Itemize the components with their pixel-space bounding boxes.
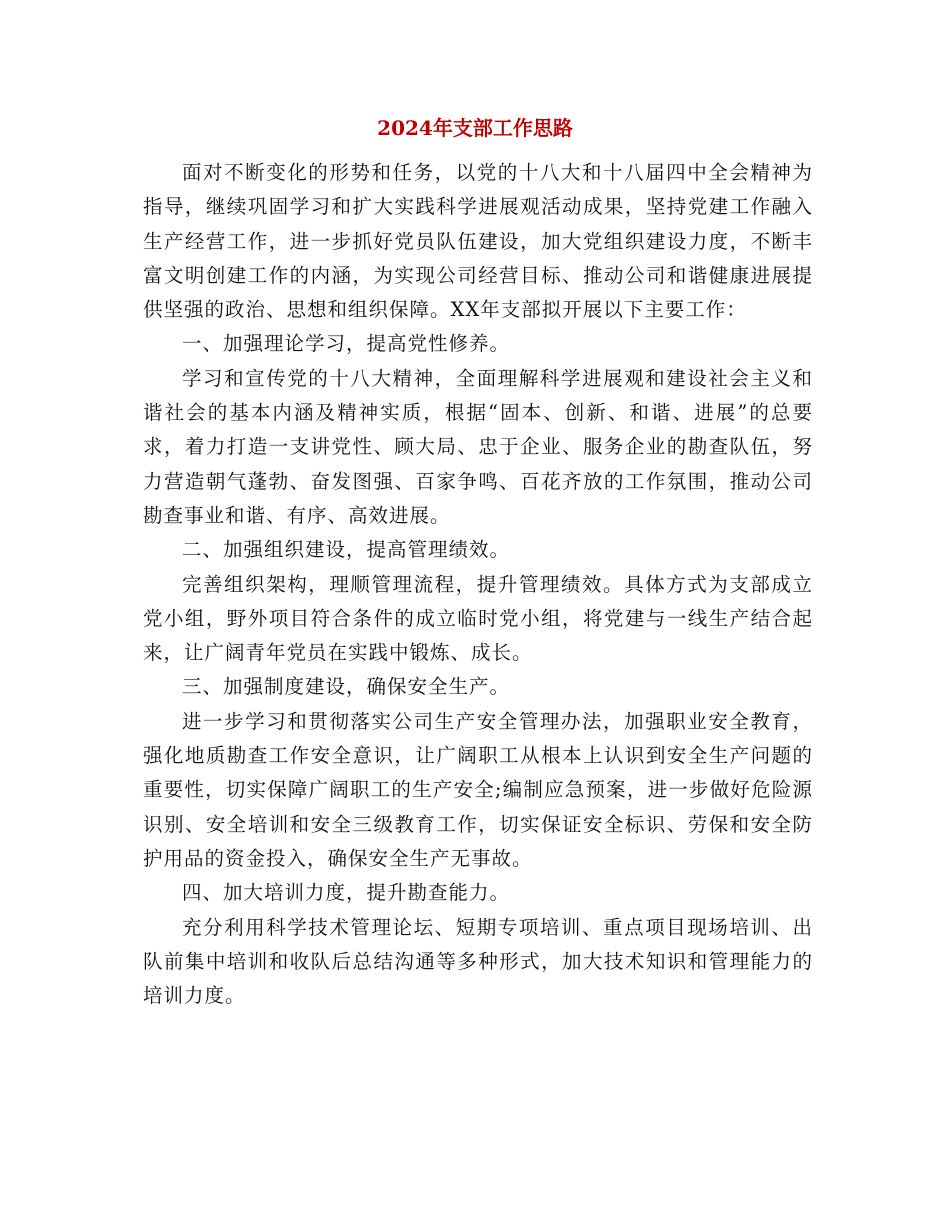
section-heading-2: 二、加强组织建设，提高管理绩效。 bbox=[182, 538, 511, 562]
paragraph-section-3: 进一步学习和贯彻落实公司生产安全管理办法，加强职业安全教育，强化地质勘查工作安全意识，让广阔职工从根本上认识到安全生产问题的重要性，切实保障广阔职工的生产安全;编制应急预案，进一步做好危险源识别、安全培训和安全三级教育工作，切实保证安全标识、劳保和安全防护用品的资金投入，确保安全生产无事故。 bbox=[143, 709, 813, 870]
paragraph-intro: 面对不断变化的形势和任务，以党的十八大和十八届四中全会精神为指导，继续巩固学习和扩大实践科学进展观活动成果，坚持党建工作融入生产经营工作，进一步抓好党员队伍建设，加大党组织建设力度，不断丰富文明创建工作的内涵，为实现公司经营目标、推动公司和谐健康进展提供坚强的政治、思想和组织保障。XX年支部拟开展以下主要工作： bbox=[143, 161, 813, 322]
paragraph-section-2: 完善组织架构，理顺管理流程，提升管理绩效。具体方式为支部成立党小组，野外项目符合条件的成立临时党小组，将党建与一线生产结合起来，让广阔青年党员在实践中锻炼、成长。 bbox=[143, 572, 813, 665]
paragraph-section-1: 学习和宣传党的十八大精神，全面理解科学进展观和建设社会主义和谐社会的基本内涵及精神实质，根据“固本、创新、和谐、进展”的总要求，着力打造一支讲党性、顾大局、忠于企业、服务企业的勘查队伍，努力营造朝气蓬勃、奋发图强、百家争鸣、百花齐放的工作氛围，推动公司勘查事业和谐、有序、高效进展。 bbox=[143, 366, 813, 527]
paragraph-section-4: 充分利用科学技术管理论坛、短期专项培训、重点项目现场培训、出队前集中培训和收队后总结沟通等多种形式，加大技术知识和管理能力的培训力度。 bbox=[143, 915, 813, 1008]
section-heading-4: 四、加大培训力度，提升勘查能力。 bbox=[182, 881, 511, 905]
section-heading-3: 三、加强制度建设，确保安全生产。 bbox=[182, 675, 511, 699]
document-body bbox=[143, 156, 813, 1013]
section-heading-1: 一、加强理论学习，提高党性修养。 bbox=[182, 332, 511, 356]
document-title: 2024年支部工作思路 bbox=[377, 116, 573, 140]
